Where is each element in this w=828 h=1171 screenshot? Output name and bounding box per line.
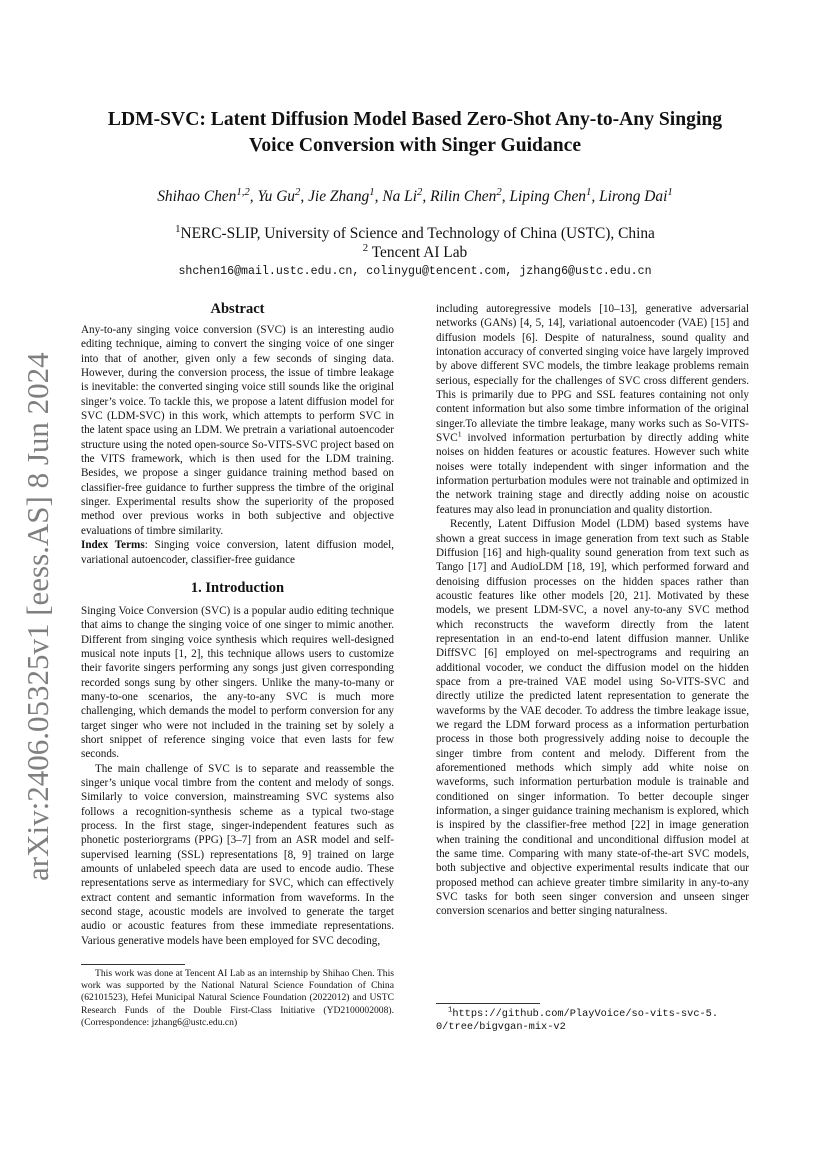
footnote-rule-right	[436, 1003, 540, 1004]
affiliation-2-text: Tencent AI Lab	[368, 244, 468, 261]
author-affiliation-mark: 1	[369, 185, 375, 198]
intro-paragraph-3: Recently, Latent Diffusion Model (LDM) based systems have shown a great success in image generation from text such as Stable Diffusion [16] and high-quality sound generation from text such as Tango [17] and AudioLDM [18, 19], which performed forward and denoising diffusion processes on the hidden spaces rather than acoustic features like other models [20, 21]. Motivated by these models, we present LDM-SVC, a novel any-to-any SVC method which reconstructs the waveform directly from the latent representation in an end-to-end latent diffusion manner. Unlike DiffSVC [6] employed on mel-spectrograms and requiring an additional vocoder, we conduct the diffusion model on the hidden space from a pre-trained VAE model using So-VITS-SVC and directly utilize the predicted latent representation to generate the waveforms by the VAE decoder. To address the timbre leakage issue, we regard the LDM forward process as a information perturbation process in those both progressively adding noise to decouple the singer timbre from content and melody. Different from the aforementioned methods which simply add white noise on waveforms, such information perturbation module is trainable and conditioned on singer information. To better decouple singer information, a singer guidance training mechanism is explored, which is inspired by the classifier-free method [22] in image generation when training the conditional and unconditional diffusion model at the same time. Comparing with many state-of-the-art SVC models, both subjective and objective experimental results indicate that our proposed method can achieve greater timbre similarity in any-to-any SVC tasks for both seen singer conversion and unseen singer conversion scenarios and better singing naturalness.	[436, 518, 749, 918]
url-footnote	[436, 1008, 756, 1033]
funding-footnote-text: This work was done at Tencent AI Lab as an internship by Shihao Chen. This work was supported by the National Natural Science Foundation of China (62101523), Hefei Municipal Natural Science Foundation (2022012) and USTC Research Funds of the Double First-Class Initiative (YD2100002008). (Correspondence: jzhang6@ustc.edu.cn)	[81, 968, 394, 1028]
url-footnote-line-1	[436, 1008, 756, 1021]
paper-title	[90, 107, 740, 159]
url-footnote-url-part-2: 0/tree/bigvgan-mix-v2	[436, 1020, 566, 1033]
index-terms	[81, 538, 394, 567]
index-terms-text: : Singing voice conversion, latent diffusion model, variational autoencoder, classifier-free guidance	[81, 539, 394, 566]
funding-footnote	[81, 968, 394, 1029]
introduction-heading: 1. Introduction	[190, 579, 285, 596]
author-name: Rilin Chen	[430, 188, 497, 205]
author-affiliation-mark: 2	[295, 185, 301, 198]
left-column	[81, 300, 394, 948]
author-name: Yu Gu	[257, 188, 295, 205]
author-name: Jie Zhang	[308, 188, 370, 205]
affiliation-1	[90, 222, 740, 243]
intro-paragraph-2-text: The main challenge of SVC is to separate and reassemble the singer’s unique vocal timbre from the content and melody of songs. Similarly to voice conversion, mainstreaming SVC systems also follows a recognition-synthesis scheme as a typical two-stage process. In the first stage, singer-independent features such as phonetic posteriorgrams (PPG) [3–7] from an ASR model and self-supervised learning (SSL) representations [8, 9] trained on large amounts of unlabeled speech data are used to encode audio. These representations serve as intermediary for SVC, which can effectively extract content and semantic information from waveforms. In the second stage, acoustic models are involved to generate the target audio or acoustic features from these immediate representations. Various generative models have been employed for SVC decoding,	[81, 762, 394, 947]
index-terms-label: Index Terms	[81, 539, 145, 552]
affiliation-2-mark: 2	[362, 241, 369, 254]
author-name: Na Li	[382, 188, 417, 205]
author-emails: shchen16@mail.ustc.edu.cn, colinygu@tencent.com, jzhang6@ustc.edu.cn	[178, 265, 652, 278]
author-affiliation-mark: 2	[416, 185, 423, 198]
author-list: Shihao Chen$^{1,2}$, Yu Gu$^2$, Jie Zhang$^1$, Na Li$^2$, Rilin Chen$^2$, Liping Chen$^1$, Lirong Dai$^1$	[157, 185, 673, 205]
affiliation-2	[90, 241, 740, 262]
affiliation-1-text: NERC-SLIP, University of Science and Technology of China (USTC), China	[180, 225, 655, 242]
author-affiliation-mark: 1	[667, 185, 673, 198]
author-name: Shihao Chen	[157, 188, 237, 205]
intro-paragraph-2	[81, 762, 394, 948]
url-footnote-marker: 1	[448, 1006, 453, 1015]
intro-paragraph-2-continued	[436, 302, 749, 517]
intro-paragraph-1: Singing Voice Conversion (SVC) is a popular audio editing technique that aims to change the singing voice of one singer to mimic another. Different from singing voice synthesis which requires well-designed musical note inputs [1, 2], this technique allows users to customize their favorite singers performing any songs just given corresponding recorded songs sung by other singers. Unlike the many-to-many or many-to-one scenarios, the any-to-any SVC is much more challenging, which demands the model to perform conversion for any target singer who were not included in the training set by solely a short snippet of reference singing voice that even lasts for few seconds.	[81, 604, 394, 761]
title-line-2: Voice Conversion with Singer Guidance	[248, 135, 582, 156]
abstract-heading: Abstract	[210, 301, 265, 317]
author-name: Lirong Dai	[599, 188, 668, 205]
author-name: Liping Chen	[509, 188, 586, 205]
author-affiliation-mark: 1,2	[236, 185, 250, 198]
intro-paragraph-2-end: involved information perturbation by directly adding white noises on hidden features or acoustic features. However such white noises were totally independent with singer information and the information perturbation modules were not trainable and optimized in the network training stage and directly adding noise on acoustic features may also lead in pronunciation and quality distortion.	[436, 432, 749, 516]
arxiv-identifier-text: arXiv:2406.05325v1 [eess.AS] 8 Jun 2024	[20, 352, 55, 881]
abstract-text: Any-to-any singing voice conversion (SVC) is an interesting audio editing technique, aiming to convert the singing voice of one singer into that of another, given only a few seconds of singing data. However, during the conversion process, the issue of timbre leakage is inevitable: the converted singing voice still sounds like the original singer’s voice. To tackle this, we propose a latent diffusion model for SVC (LDM-SVC) in this work, which attempts to perform SVC in the latent space using an LDM. We pretrain a variational autoencoder structure using the noted open-source So-VITS-SVC project based on the VITS framework, which is then used for the LDM training. Besides, we propose a singer guidance training method based on classifier-free guidance to further suppress the timbre of the original singer. Experimental results show the superiority of the proposed method over previous works in both subjective and objective evaluations of timbre similarity.	[81, 324, 394, 537]
affiliation-1-mark: 1	[175, 222, 181, 235]
title-line-1: LDM-SVC: Latent Diffusion Model Based Zero-Shot Any-to-Any Singing	[107, 109, 723, 130]
author-affiliation-mark: 1	[585, 185, 592, 198]
url-footnote-url-part-1: https://github.com/PlayVoice/so-vits-svc-5.	[452, 1008, 719, 1020]
intro-paragraph-2-continued-text: including autoregressive models [10–13], generative adversarial networks (GANs) [4, 5, 14], variational autoencoder (VAE) [15] and diffusion models [6]. Despite of naturalness, sound quality and intonation accuracy of converted singing voice have largely improved by above different SVC models, the timbre leakage problems remain serious, especially for the challenges of SVC cross different genders. This is primarily due to PPG and SSL features containing not only content information but also some timbre information of the original singer.To alleviate the timbre leakage, many works such as So-VITS-SVC	[436, 303, 749, 445]
footnote-1-marker: 1	[457, 429, 462, 439]
right-column	[436, 302, 749, 919]
author-affiliation-mark: 2	[496, 185, 502, 198]
footnote-rule-left	[81, 964, 185, 965]
